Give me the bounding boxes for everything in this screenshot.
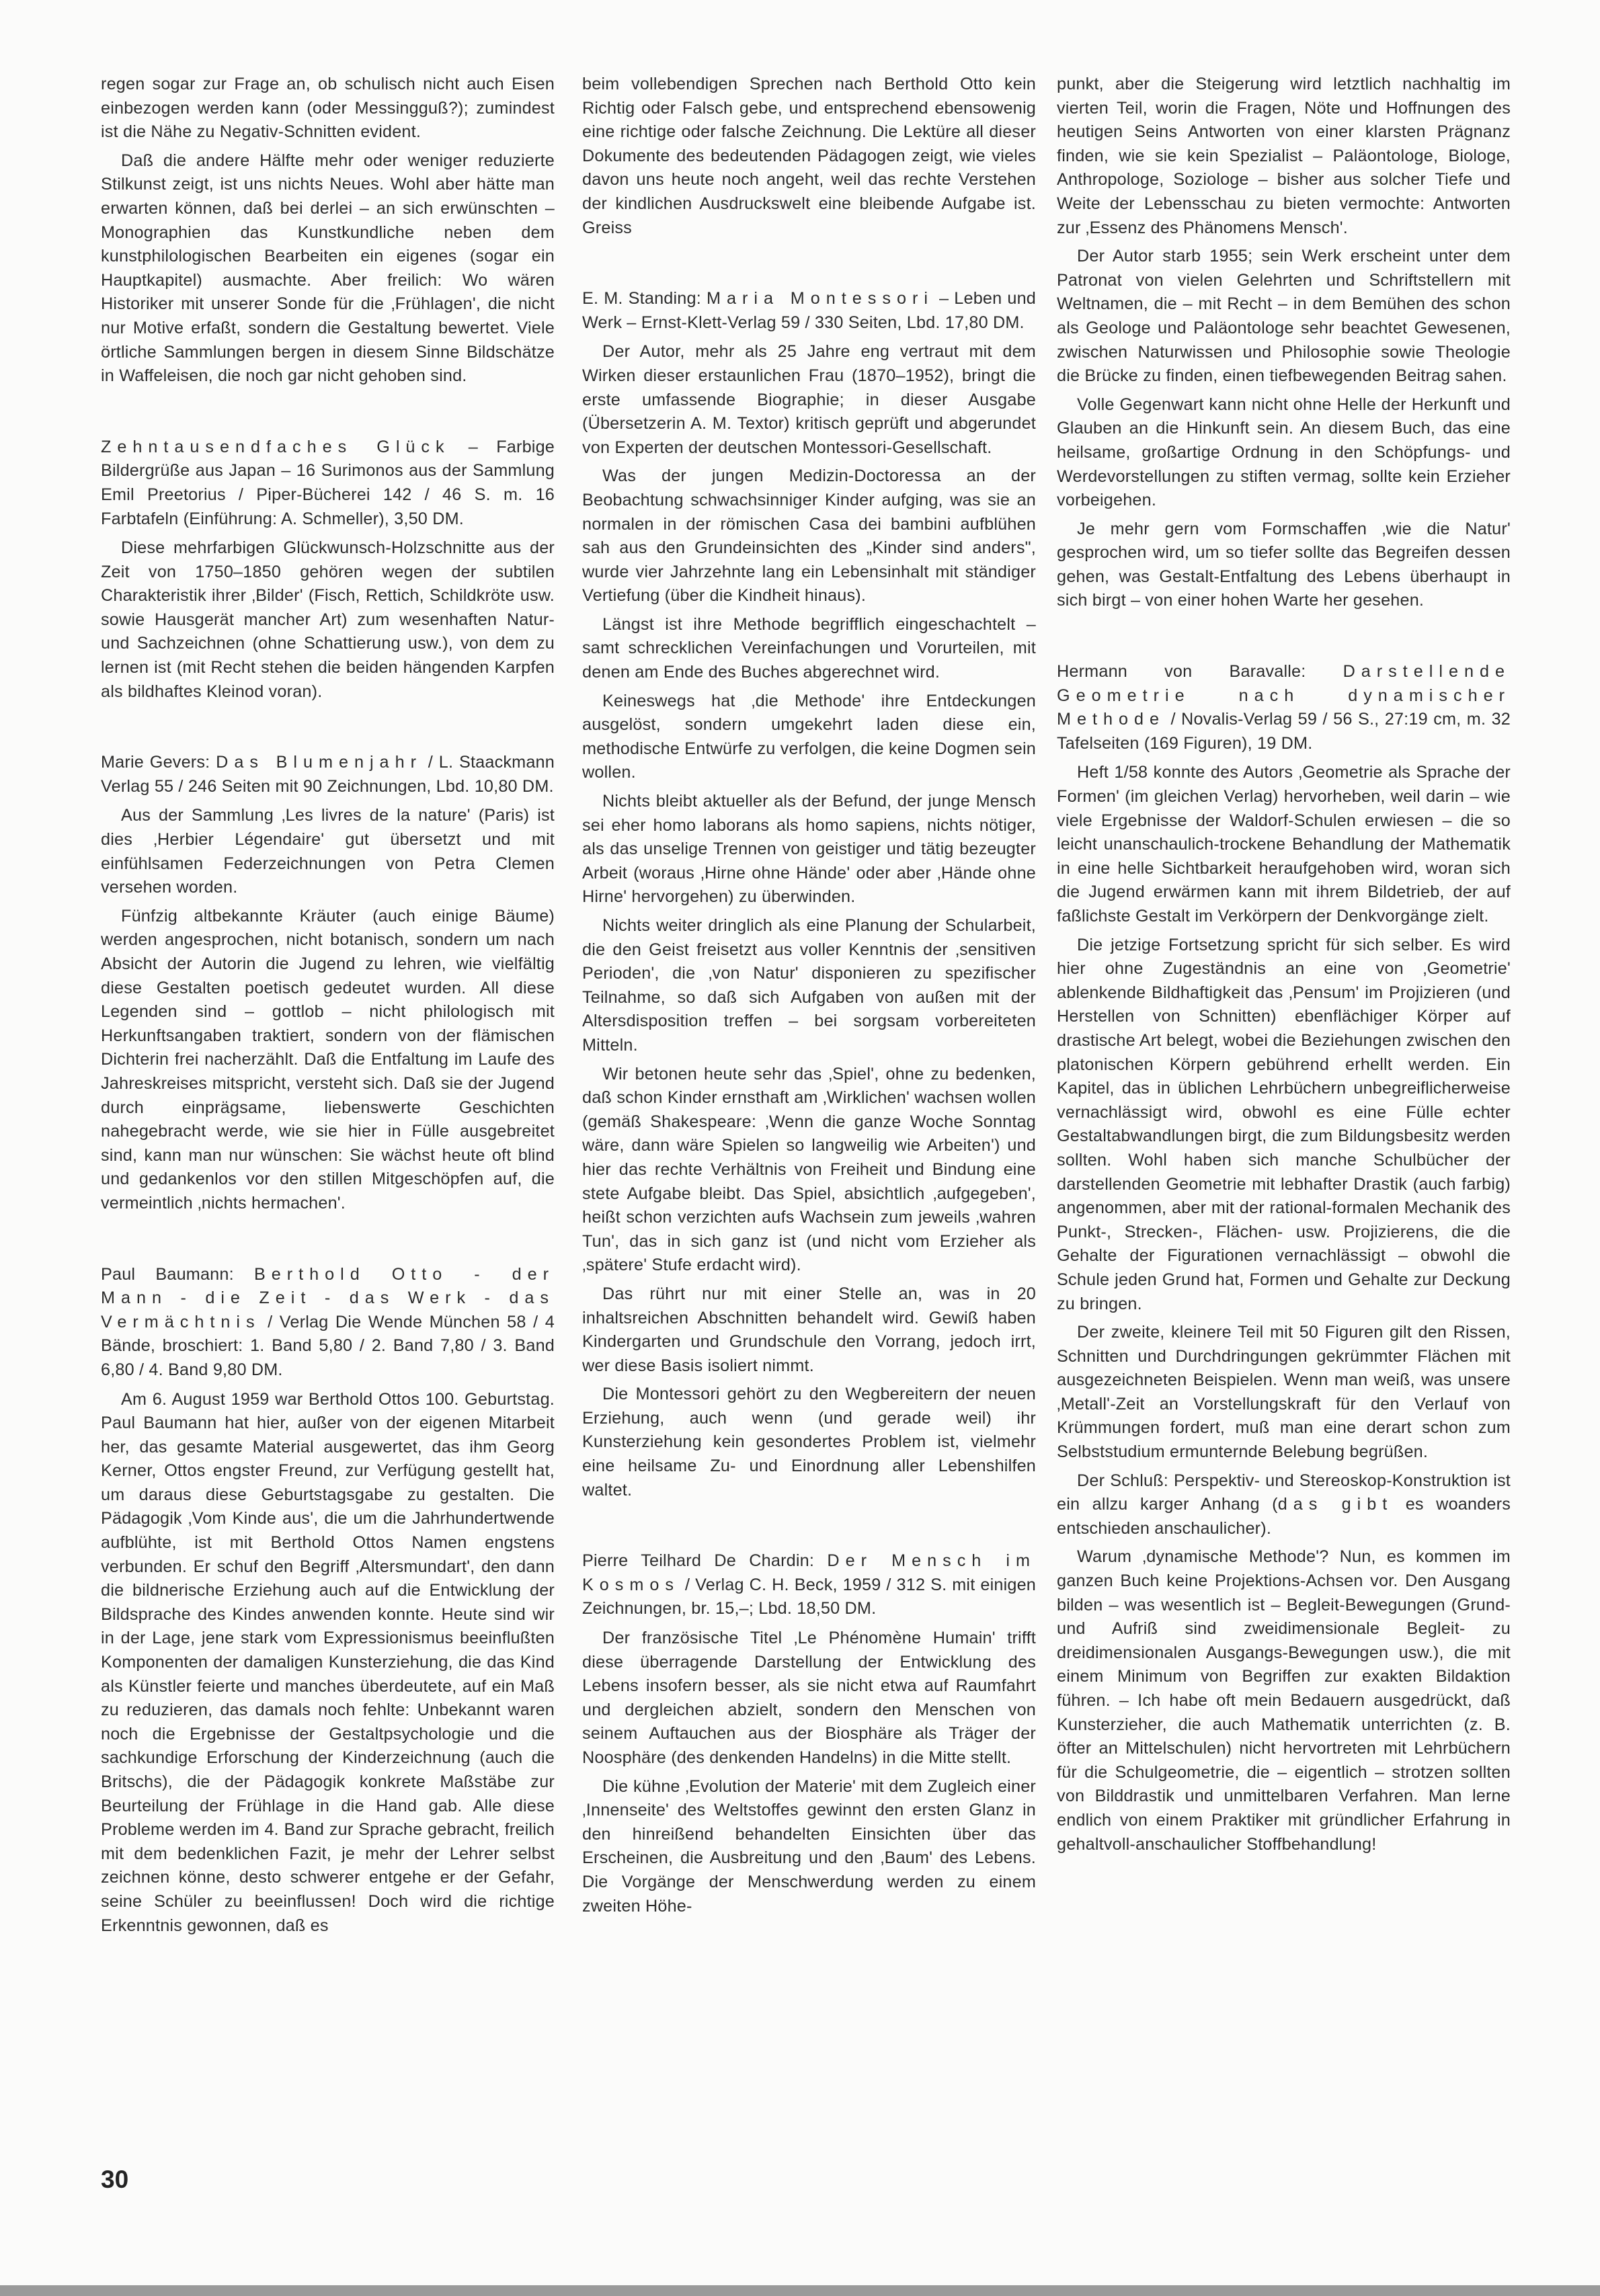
book-details: / Verlag Die Wende München 58 / 4 Bände, broschiert: 1. Band 5,80 / 2. Band 7,80 / 3. Band 6,80 / 4. Band 9,80 DM. (101, 1312, 555, 1379)
column-right (1057, 73, 1511, 1861)
book-author: Pierre Teilhard De Chardin: (582, 1551, 828, 1571)
paragraph: Längst ist ihre Methode begrifflich eingeschachtelt – samt schrecklichen Vereinfachungen und Vorurteilen, mit denen am Ende des Buches abgerechnet wird. (582, 614, 1036, 682)
review-heading (101, 1263, 555, 1383)
book-title: Der Mensch im Kosmos (582, 1551, 1036, 1594)
spaced-emphasis: das gibt (1277, 1495, 1394, 1514)
book-details: / L. Staackmann Verlag 55 / 246 Seiten mit 90 Zeichnungen, Lbd. 10,80 DM. (101, 753, 555, 796)
paragraph: Der französische Titel ‚Le Phénomène Humain' trifft diese überragende Darstellung der Entwicklung des Lebens insofern besser, als sie nicht etwa auf Raumfahrt und dergleichen abzielt, sondern den Menschen von seinem Auftauchen aus der Biosphäre als Träger der Noosphäre (des denkenden Handelns) in die Mitte stellt. (582, 1629, 1036, 1767)
scan-edge (0, 2285, 1600, 2296)
book-title: Darstellende Geometrie nach dynamischer Methode (1057, 662, 1511, 729)
review-heading (101, 436, 555, 531)
paragraph: Volle Gegenwart kann nicht ohne Helle der Herkunft und Glauben an die Hinkunft sein. An diesem Buch, das eine heilsame, großartige Ordnung in den Schöpfungs- und Werdevorstellungen zu stiften vermag, sollte kein Erzieher vorbeigehen. (1057, 395, 1511, 510)
paragraph: Diese mehrfarbigen Glückwunsch-Holzschnitte aus der Zeit von 1750–1850 gehören wegen der subtilen Charakteristik ihrer ‚Bilder' (Fisch, Rettich, Schildkröte usw. sowie Hausgerät mancher Art) zum wesenhaften Natur- und Sachzeichnen (ohne Schattierung usw.), von dem zu lernen ist (mit Recht stehen die beiden hängenden Karpfen als bildhaftes Kleinod voran). (101, 538, 555, 701)
paragraph: Heft 1/58 konnte des Autors ‚Geometrie als Sprache der Formen' (im gleichen Verlag) hervorheben, weil darin – wie viele Ergebnisse der Waldorf-Schulen erwiesen – die so leicht unanschaulich-trockene Behandlung der Mathematik in eine helle Sichtbarkeit heraufgehoben wird, woran sich die Jugend erwärmen kann mit ihrem Bildetrieb, der auf faßlichste Gestalt im Verkörpern der Denkvorgänge zielt. (1057, 763, 1511, 926)
review-heading (582, 287, 1036, 335)
paragraph: beim vollebendigen Sprechen nach Berthold Otto kein Richtig oder Falsch gebe, und entsprechend ebensowenig eine richtige oder falsche Zeichnung. Die Lektüre all dieser Dokumente des bedeutenden Pädagogen zeigt, wie vieles davon uns heute noch angeht, weil das rechte Verstehen der kindlichen Ausdruckswelt eine bleibende Aufgabe ist. Greiss (582, 75, 1036, 237)
paragraph: Die jetzige Fortsetzung spricht für sich selber. Es wird hier ohne Zugeständnis an eine von ‚Geometrie' ablenkende Bildhaftigkeit das ‚Pensum' im Projizieren (und Herstellen von Schnitten) ebenflächiger Körper auf drastische Art belegt, wobei die Beziehungen zwischen den platonischen Körpern gebührend erhellt werden. Ein Kapitel, das in üblichen Lehrbüchern unbegreiflicherweise vernachlässigt wird, obwohl es eine Fülle echter Gestaltabwandlungen birgt, die zum Bildungsbesitz werden sollten. Wohl haben sich manche Schulbücher der darstellenden Geometrie mit lebhafter Drastik (auch farbig) angenommen, aber mit der rational-formalen Mechanik des Punkt-, Strecken-, Flächen- usw. Projizierens, die die Gehalte der Figurationen vernachlässigt – obwohl die Schule jeden Grund hat, Formen und Gehalte zur Deckung zu bringen. (1057, 935, 1511, 1313)
book-details: – Leben und Werk – Ernst-Klett-Verlag 59 / 330 Seiten, Lbd. 17,80 DM. (582, 289, 1037, 332)
book-title: Das Blumenjahr (216, 753, 422, 772)
paragraph: Wir betonen heute sehr das ‚Spiel', ohne zu bedenken, daß schon Kinder ernsthaft am ‚Wirklichen' wachsen wollen (gemäß Shakespeare: ‚Wenn die ganze Woche Sonntag wäre, dann wäre Spielen so langweilig wie Arbeiten') und hier das rechte Verhältnis von Freiheit und Bindung eine stete Aufgabe bleibt. Das Spiel, absichtlich ‚aufgegeben', heißt schon verzichten aufs Wachsein zum jeweils ‚wahren Tun', das in sich ganz ist (und nicht vom Erzieher als ‚spätere' Stufe erdacht wird). (582, 1064, 1036, 1275)
page-number: 30 (101, 2166, 129, 2193)
paragraph: Daß die andere Hälfte mehr oder weniger reduzierte Stilkunst zeigt, ist uns nichts Neues. Wohl aber hätte man erwarten können, daß bei derlei – an sich erwünschten – Monographien das Kunstkundliche neben dem kunstphilologischen Bearbeiten ein eigenes (sogar ein Hauptkapitel) ausmachte. Aber freilich: Wo wären Historiker mit unserer Sonde für die ‚Frühlagen', die nicht nur Motive erfaßt, sondern die Gestaltung bewertet. Viele örtliche Sammlungen bergen in diesem Sinne Bildschätze in Waffeleisen, die noch gar nicht gehoben sind. (101, 151, 555, 386)
book-author: Marie Gevers: (101, 753, 216, 772)
paragraph: Die kühne ‚Evolution der Materie' mit dem Zugleich einer ‚Innenseite' des Weltstoffes gewinnt den ersten Glanz in den hinreißend behandelten Einsichten über das Erscheinen, die Ausbreitung und den ‚Baum' des Lebens. Die Vorgänge der Menschwerdung werden zu einem zweiten Höhe- (582, 1776, 1036, 1916)
book-details: – Farbige Bildergrüße aus Japan – 16 Surimonos aus der Sammlung Emil Preetorius / Piper-Bücherei 142 / 46 S. m. 16 Farbtafeln (Einführung: A. Schmeller), 3,50 DM. (101, 437, 555, 528)
paragraph: Warum ‚dynamische Methode'? Nun, es kommen im ganzen Buch keine Projektions-Achsen vor. Den Ausgang bilden – was wesentlich ist – Begleit-Bewegungen (Grund- und Aufriß sind zweidimensionale Begleit- zu dreidimensionalen Ausgangs-Bewegungen usw.), die mit einem Minimum von Begriffen zur exakten Bildaktion führen. – Ich habe oft mein Bedauern ausgedrückt, daß Kunsterzieher, die auch Mathematik unterrichten (z. B. öfter an Mittelschulen) nicht hervortreten mit Lehrbüchern für die Schulgeometrie, die – eigentlich – strotzen sollten von Bilddrastik und unmittelbaren Verfahren. Man lerne endlich von einem Praktiker mit gründlicher Erfahrung in gehaltvoll-anschaulicher Stoffbehandlung! (1057, 1547, 1511, 1854)
paragraph (1057, 1469, 1511, 1541)
book-details: / Verlag C. H. Beck, 1959 / 312 S. mit einigen Zeichnungen, br. 15,–; Lbd. 18,50 DM. (582, 1575, 1036, 1618)
paragraph: Fünfzig altbekannte Kräuter (auch einige Bäume) werden angesprochen, nicht botanisch, sondern um nach Absicht der Autorin die Jugend zu lehren, wie vielfältig diese Gestalten poetisch gedeutet wurden. All diese Legenden sind – gottlob – nicht philologisch mit Herkunftsangaben traktiert, sondern von der flämischen Dichterin frei nacherzählt. Daß die Entfaltung im Laufe des Jahreskreises mitspricht, versteht sich. Daß sie der Jugend durch einprägsame, liebenswerte Geschichten nahegebracht werde, wie sie hier in Fülle ausgebreitet sind, kann man nur wünschen: Sie wächst heute oft blind und gedankenlos vor den stillen Mitgeschöpfen auf, die vermeintlich ‚nichts hermachen'. (101, 906, 555, 1213)
paragraph: Keineswegs hat ‚die Methode' ihre Entdeckungen ausgelöst, sondern umgekehrt laden diese ein, methodische Entwürfe zu verfolgen, die keine Dogmen sein wollen. (582, 691, 1036, 782)
review-heading (101, 751, 555, 798)
book-details: / Novalis-Verlag 59 / 56 S., 27:19 cm, m. 32 Tafelseiten (169 Figuren), 19 DM. (1057, 710, 1511, 753)
paragraph: Je mehr gern vom Formschaffen ‚wie die Natur' gesprochen wird, um so tiefer sollte das Begreifen dessen gehen, was Gestalt-Entfaltung des Lebens überhaupt in sich birgt – von einer hohen Warte her gesehen. (1057, 519, 1511, 610)
paragraph: Der zweite, kleinere Teil mit 50 Figuren gilt den Rissen, Schnitten und Durchdringungen gekrümmter Flächen mit ausgezeichneten Beispielen. Wenn man weiß, was unsere ‚Metall'-Zeit an Vorstellungskraft für den Verlauf von Krümmungen fordert, muß man eine derart schon zum Selbststudium ermunternde Belebung begrüßen. (1057, 1323, 1511, 1462)
column-middle (582, 73, 1036, 1923)
paragraph: Am 6. August 1959 war Berthold Ottos 100. Geburtstag. Paul Baumann hat hier, außer von der eigenen Mitarbeit her, das gesamte Material ausgewertet, das ihm Georg Kerner, Ottos engster Freund, zur Verfügung gestellt hat, um daraus diese Geburtstagsgabe zu gestalten. Die Pädagogik ‚Vom Kinde aus', die um die Jahrhundertwende aufblühte, ist mit Berthold Ottos Namen engstens verbunden. Er schuf den Begriff ‚Altersmundart', den dann die bildnerische Erziehung auch auf die Entwicklung der Bildsprache des Kindes anwenden konnte. Heute sind wir in der Lage, jene stark vom Expressionismus beeinflußten Komponenten der damaligen Kunsterziehung, die das Kind als Künstler feierte und manches überdeutete, auf ein Maß zu reduzieren, das damals noch fehlte: Unbekannt waren noch die Ergebnisse der Gestaltpsychologie und die sachkundige Erforschung der Kinderzeichnung (auch die Britschs), die der Pädagogik konkrete Maßstäbe zur Beurteilung der Frühlage in die Hand gab. Alle diese Probleme werden im 4. Band zur Sprache gebracht, freilich mit dem bedenklichen Fazit, je mehr der Lehrer selbst zeichnen könne, desto schwerer entgehe er der Gefahr, seine Schüler zu beeinflussen! Doch wird die richtige Erkenntnis gewonnen, daß es (101, 1389, 555, 1935)
paragraph: Der Autor, mehr als 25 Jahre eng vertraut mit dem Wirken dieser erstaunlichen Frau (1870–1952), bringt die erste umfassende Biographie; in dieser Ausgabe (Übersetzerin A. M. Textor) kritisch geprüft und abgerundet von Experten der deutschen Montessori-Gesellschaft. (582, 342, 1036, 457)
paragraph: Was der jungen Medizin-Doctoressa an der Beobachtung schwachsinniger Kinder aufging, was sie an normalen in der römischen Casa dei bambini aufblühen sah aus den Grundeinsichten des „Kinder sind anders", wurde vier Jahrzehnte lang ein Lebensinhalt mit ständiger Vertiefung (über die Kindheit hinaus). (582, 466, 1036, 606)
paragraph: Der Autor starb 1955; sein Werk erscheint unter dem Patronat von vielen Gelehrten und Schriftstellern mit Weltnamen, die – mit Recht – in dem Bemühen des schon als Geologe und Paläontologe sehr beachtet Gewesenen, zwischen Naturwissen und Philosophie sowie Theologie die Brücke zu finden, einen tiefbewegenden Beitrag sahen. (1057, 247, 1511, 386)
paragraph: punkt, aber die Steigerung wird letztlich nachhaltig im vierten Teil, worin die Fragen, Nöte und Hoffnungen des heutigen Seins Antworten von einer klarsten Prägnanz finden, wie sie kein Spezialist – Paläontologe, Biologe, Anthropologe, Soziologe – bisher aus solcher Tiefe und Weite der Lebensschau zu bieten vermochte: Antworten zur ‚Essenz des Phänomens Mensch'. (1057, 75, 1511, 237)
book-author: Paul Baumann: (101, 1264, 254, 1284)
book-title: Maria Montessori (706, 289, 934, 309)
paragraph: regen sogar zur Frage an, ob schulisch nicht auch Eisen einbezogen werden kann (oder Messingguß?); zumindest ist die Nähe zu Negativ-Schnitten evident. (101, 75, 555, 142)
paragraph: Nichts weiter dringlich als eine Planung der Schularbeit, die den Geist freisetzt aus voller Kenntnis der ‚sensitiven Perioden', die ‚von Natur' disponieren zu spezifischer Teilnahme, so daß sich Aufgaben von außen mit der Altersdisposition treffen – bei sorgsam vorbereiteten Mitteln. (582, 916, 1036, 1055)
paragraph: Nichts bleibt aktueller als der Befund, der junge Mensch sei eher homo laborans als homo sapiens, nichts nötiger, als das unselige Trennen von geistiger und tätig bezeugter Arbeit (woraus ‚Hirne ohne Hände' oder aber ‚Hände ohne Hirne' hervorgehen) zu überwinden. (582, 792, 1036, 907)
review-heading (582, 1549, 1036, 1621)
book-title: Berthold Otto - der Mann - die Zeit - das Werk - das Vermächtnis (101, 1264, 555, 1331)
column-left (101, 73, 555, 1942)
book-author: Hermann von Baravalle: (1057, 662, 1343, 682)
paragraph: Die Montessori gehört zu den Wegbereitern der neuen Erziehung, auch wenn (und gerade weil) ihr Kunsterziehung kein gesondertes Problem ist, vielmehr eine heilsame Zu- und Einordnung aller Lebenshilfen waltet. (582, 1385, 1036, 1500)
paragraph: Aus der Sammlung ‚Les livres de la nature' (Paris) ist dies ‚Herbier Légendaire' gut übersetzt und mit einfühlsamen Federzeichnungen von Petra Clemen versehen worden. (101, 806, 555, 897)
paragraph-text: es woanders entschieden anschaulicher). (1057, 1495, 1511, 1538)
paragraph-text: Der Schluß: Perspektiv- und Stereoskop-Konstruktion ist ein allzu karger Anhang ( (1057, 1471, 1511, 1514)
book-author: E. M. Standing: (582, 289, 707, 309)
book-title: Zehntausendfaches Glück (101, 437, 450, 456)
paragraph: Das rührt nur mit einer Stelle an, was in 20 inhaltsreichen Abschnitten behandelt wird. Gewiß haben Kindergarten und Grundschule den Vorrang, jedoch irrt, wer diese Basis isoliert nimmt. (582, 1284, 1036, 1375)
review-heading (1057, 660, 1511, 755)
